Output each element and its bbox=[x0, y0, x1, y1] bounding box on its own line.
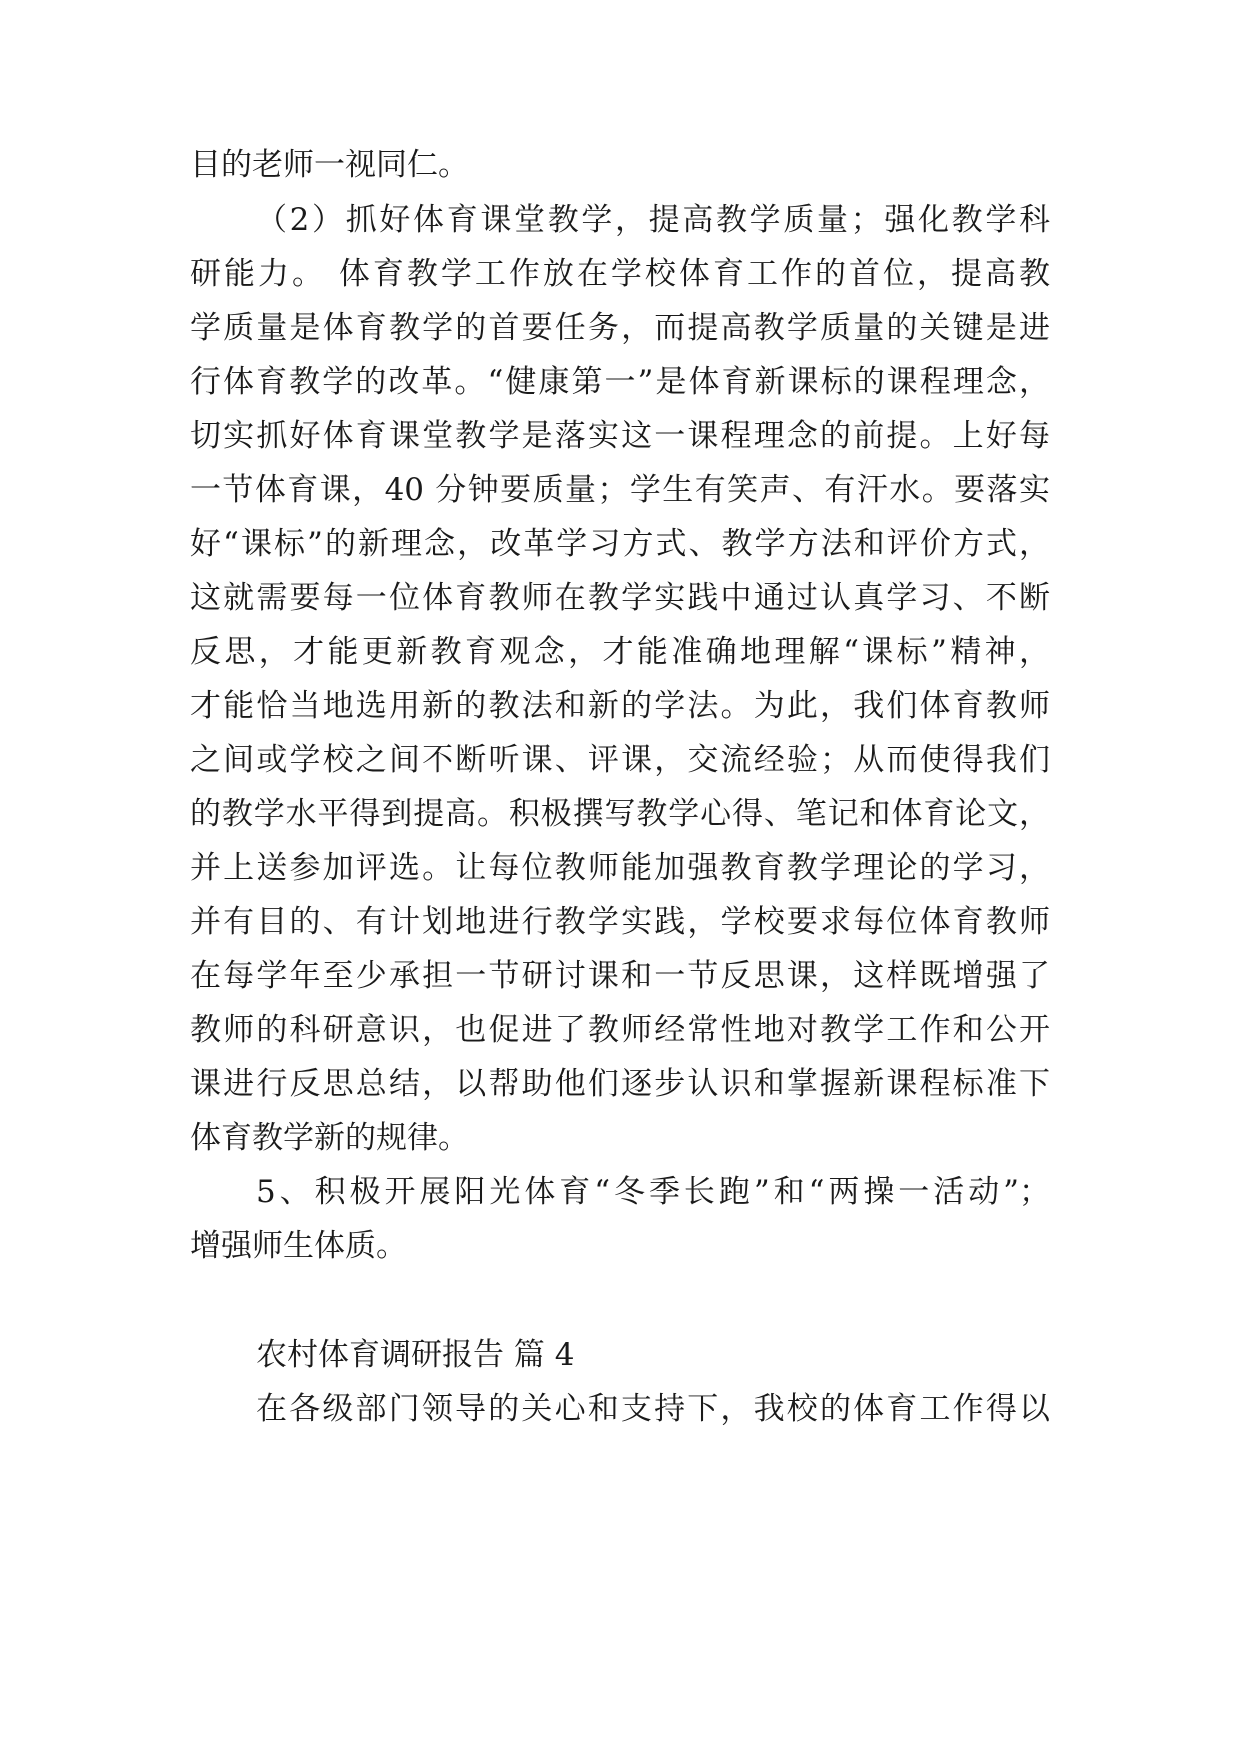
paragraph-line: 体育教学新的规律。 bbox=[190, 1120, 469, 1156]
paragraph-line: 在各级部门领导的关心和支持下，我校的体育工作得以 bbox=[256, 1391, 1050, 1427]
paragraph-line: 在每学年至少承担一节研讨课和一节反思课，这样既增强了 bbox=[190, 958, 1050, 994]
paragraph-line: 研能力。 体育教学工作放在学校体育工作的首位，提高教 bbox=[190, 256, 1050, 292]
paragraph-line: 一节体育课，40 分钟要质量；学生有笑声、有汗水。要落实 bbox=[190, 472, 1050, 508]
paragraph-line: 这就需要每一位体育教师在教学实践中通过认真学习、不断 bbox=[190, 580, 1050, 616]
paragraph-line: 之间或学校之间不断听课、评课，交流经验；从而使得我们 bbox=[190, 742, 1050, 778]
paragraph-line: 教师的科研意识，也促进了教师经常性地对教学工作和公开 bbox=[190, 1012, 1050, 1048]
paragraph-line: 课进行反思总结，以帮助他们逐步认识和掌握新课程标准下 bbox=[190, 1066, 1050, 1102]
paragraph-line: 行体育教学的改革。“健康第一”是体育新课标的课程理念， bbox=[190, 364, 1050, 400]
paragraph-line: 好“课标”的新理念，改革学习方式、教学方法和评价方式， bbox=[190, 526, 1050, 562]
paragraph-line: 切实抓好体育课堂教学是落实这一课程理念的前提。上好每 bbox=[190, 418, 1050, 454]
paragraph-line: 并有目的、有计划地进行教学实践，学校要求每位体育教师 bbox=[190, 904, 1050, 940]
paragraph-line: 增强师生体质。 bbox=[190, 1228, 407, 1264]
paragraph-line: 学质量是体育教学的首要任务，而提高教学质量的关键是进 bbox=[190, 310, 1050, 346]
paragraph-line: 目的老师一视同仁。 bbox=[190, 147, 469, 183]
paragraph-line: 才能恰当地选用新的教法和新的学法。为此，我们体育教师 bbox=[190, 688, 1050, 724]
paragraph-line: 的教学水平得到提高。积极撰写教学心得、笔记和体育论文， bbox=[190, 796, 1050, 832]
section-heading: 农村体育调研报告 篇 4 bbox=[256, 1337, 575, 1373]
paragraph-line: （2）抓好体育课堂教学，提高教学质量；强化教学科 bbox=[256, 202, 1050, 238]
paragraph-line: 5、积极开展阳光体育“冬季长跑”和“两操一活动”； bbox=[256, 1174, 1050, 1210]
paragraph-line: 反思，才能更新教育观念，才能准确地理解“课标”精神， bbox=[190, 634, 1050, 670]
paragraph-line: 并上送参加评选。让每位教师能加强教育教学理论的学习， bbox=[190, 850, 1050, 886]
